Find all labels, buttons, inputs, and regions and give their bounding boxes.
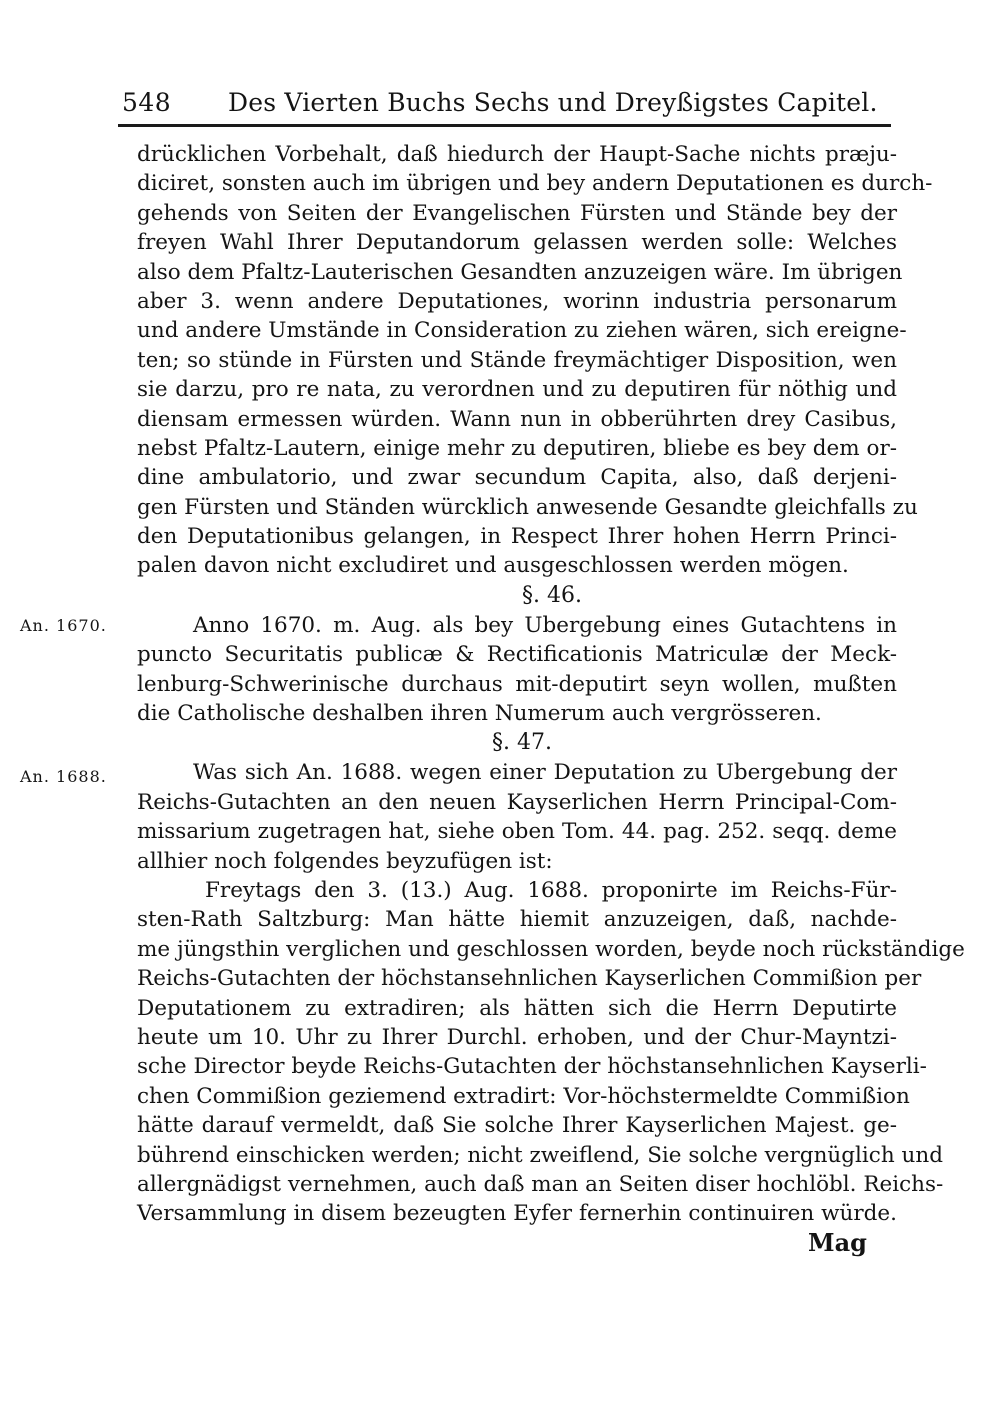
page-number: 548: [122, 88, 172, 117]
text-line: hätte darauf vermeldt, daß Sie solche Ihrer Kayserlichen Majest. ge-: [137, 1113, 897, 1139]
text-line: und andere Umstände in Consideration zu ziehen wären, sich ereigne-: [137, 318, 907, 344]
text-line: ten; so stünde in Fürsten und Stände freymächtiger Disposition, wen: [137, 347, 897, 373]
text-line: sche Director beyde Reichs-Gutachten der höchstansehnlichen Kayserli-: [137, 1054, 927, 1080]
text-line: nebst Pfaltz-Lautern, einige mehr zu deputiren, bliebe es bey dem or-: [137, 435, 897, 461]
catchword: Mag: [808, 1228, 867, 1257]
text-line: Freytags den 3. (13.) Aug. 1688. proponirte im Reichs-Für-: [205, 877, 897, 903]
text-line: den Deputationibus gelangen, in Respect Ihrer hohen Herrn Princi-: [137, 524, 897, 550]
text-line: missarium zugetragen hat, siehe oben Tom. 44. pag. 252. seqq. deme: [137, 819, 897, 845]
text-line: diensam ermessen würden. Wann nun in obberührten drey Casibus,: [137, 406, 897, 432]
margin-note-1670: An. 1670.: [20, 616, 107, 635]
text-line: die Catholische deshalben ihren Numerum auch vergrösseren.: [137, 701, 822, 727]
text-line: dine ambulatorio, und zwar secundum Capita, also, daß derjeni-: [137, 465, 897, 491]
text-line: diciret, sonsten auch im übrigen und bey andern Deputationen es durch-: [137, 171, 933, 197]
text-line: sten-Rath Saltzburg: Man hätte hiemit anzuzeigen, daß, nachde-: [137, 907, 897, 933]
section-mark-47: §. 47.: [492, 730, 552, 756]
text-line: aber 3. wenn andere Deputationes, worinn industria personarum: [137, 288, 897, 314]
page-header: [118, 82, 893, 126]
text-line: lenburg-Schwerinische durchaus mit-deputirt seyn wollen, mußten: [137, 671, 897, 697]
text-line: Deputationem zu extradiren; als hätten sich die Herrn Deputirte: [137, 995, 897, 1021]
text-line: allergnädigst vernehmen, auch daß man an Seiten diser hochlöbl. Reichs-: [137, 1171, 944, 1197]
text-line: chen Commißion geziemend extradirt: Vor-höchstermeldte Commißion: [137, 1083, 910, 1109]
section-mark-46: §. 46.: [522, 582, 582, 608]
text-line: freyen Wahl Ihrer Deputandorum gelassen werden solle: Welches: [137, 230, 897, 256]
text-line: allhier noch folgendes beyzufügen ist:: [137, 848, 553, 874]
text-line: palen davon nicht excludiret und ausgeschlossen werden mögen.: [137, 553, 849, 579]
text-line: gehends von Seiten der Evangelischen Fürsten und Stände bey der: [137, 200, 897, 226]
text-line: also dem Pfaltz-Lauterischen Gesandten anzuzeigen wäre. Im übrigen: [137, 259, 903, 285]
text-line: Reichs-Gutachten an den neuen Kayserlichen Herrn Principal-Com-: [137, 789, 897, 815]
text-line: Reichs-Gutachten der höchstansehnlichen Kayserlichen Commißion per: [137, 966, 922, 992]
running-title: Des Vierten Buchs Sechs und Dreyßigstes Capitel.: [228, 88, 878, 117]
margin-note-1688: An. 1688.: [20, 767, 107, 786]
text-line: Versammlung in disem bezeugten Eyfer fernerhin continuiren würde.: [137, 1201, 897, 1227]
text-line: Anno 1670. m. Aug. als bey Ubergebung eines Gutachtens in: [193, 612, 897, 638]
text-line: gen Fürsten und Ständen würcklich anwesende Gesandte gleichfalls zu: [137, 494, 918, 520]
header-rule: [118, 124, 891, 127]
text-line: puncto Securitatis publicæ & Rectificationis Matriculæ der Meck-: [137, 642, 897, 668]
text-line: sie darzu, pro re nata, zu verordnen und zu deputiren für nöthig und: [137, 377, 897, 403]
text-line: Was sich An. 1688. wegen einer Deputation zu Ubergebung der: [193, 760, 897, 786]
body-text: [137, 140, 965, 1229]
text-line: me jüngsthin verglichen und geschlossen worden, beyde noch rückständige: [137, 936, 965, 962]
text-line: heute um 10. Uhr zu Ihrer Durchl. erhoben, und der Chur-Mayntzi-: [137, 1024, 897, 1050]
text-line: drücklichen Vorbehalt, daß hiedurch der Haupt-Sache nichts præju-: [137, 142, 897, 167]
text-line: bührend einschicken werden; nicht zweiflend, Sie solche vergnüglich und: [137, 1142, 943, 1168]
